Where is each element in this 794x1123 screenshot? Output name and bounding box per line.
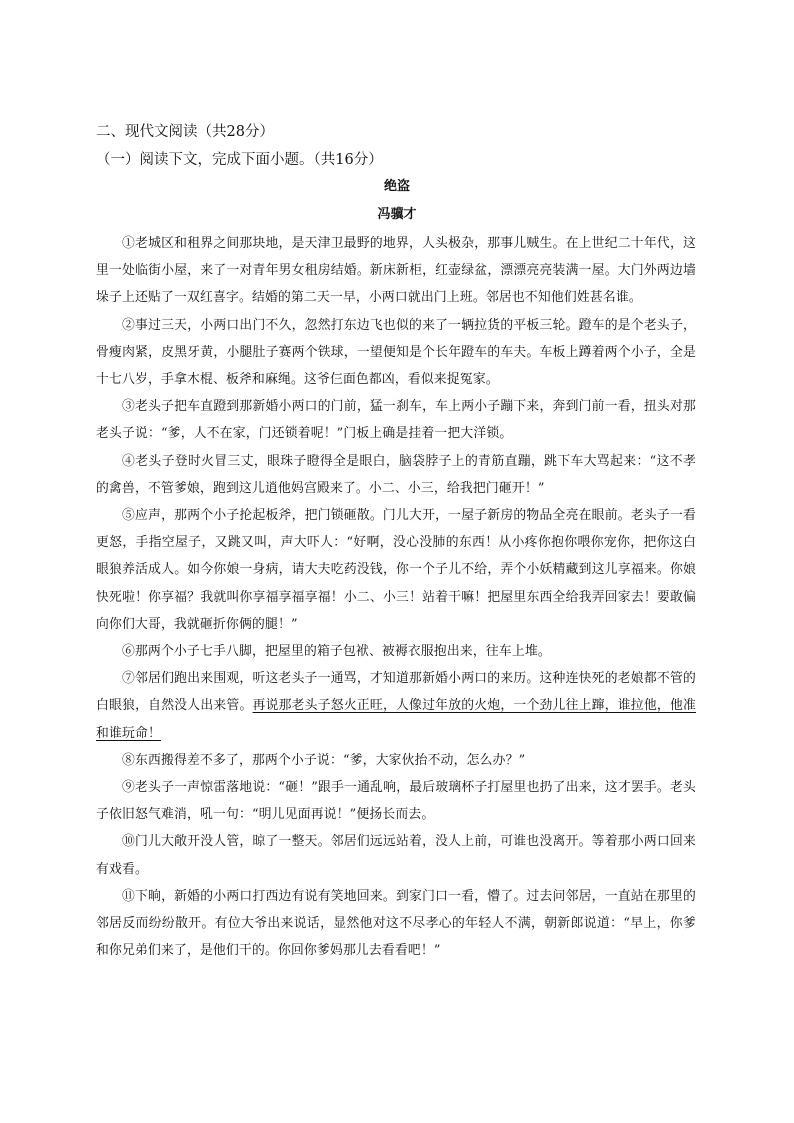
paragraph-11: ⑪下晌，新婚的小两口打西边有说有笑地回来。到家门口一看，懵了。过去问邻居，一直站在那里的邻居反而纷纷散开。有位大爷出来说话，显然他对这不尽孝心的年轻人不满，朝新郎说道：“早上，你爹和你兄弟们来了，是他们干的。你回你爹妈那儿去看看吧！” <box>96 888 696 959</box>
paragraph-8: ⑧东西搬得差不多了，那两个小子说：“爹，大家伙抬不动，怎么办？” <box>122 752 526 768</box>
article-author: 冯骥才 <box>377 207 417 222</box>
paragraph-6: ⑥那两个小子七手八脚，把屋里的箱子包袱、被褥衣服抱出来，往车上堆。 <box>122 644 551 660</box>
section-title: 二、现代文阅读（共28分） <box>96 124 274 140</box>
underlined-sentence: 再说那老头子怒火正旺，人像过年放的火炮，一个劲儿往上蹿，谁拉他，他准和谁玩命！ <box>96 698 696 741</box>
paragraph-4: ④老头子登时火冒三丈，眼珠子瞪得全是眼白，脑袋脖子上的青筋直蹦，跳下车大骂起来：“这不孝的禽兽，不管爹娘，跑到这儿逍他妈宫殿来了。小二、小三，给我把门砸开！” <box>96 453 696 496</box>
paragraph-7: ⑦邻居们跑出来围观，听这老头子一通骂，才知道那新婚小两口的来历。这种连快死的老娘都不管的白眼狼，自然没人出来管。再说那老头子怒火正旺，人像过年放的火炮，一个劲儿往上蹿，谁拉他，他准和谁玩命！ <box>96 671 696 741</box>
paragraph-3: ③老头子把车直蹬到那新婚小两口的门前，猛一刹车，车上两小子蹦下来，奔到门前一看，扭头对那老头子说：“爹，人不在家，门还锁着呢！”门板上确是挂着一把大洋锁。 <box>96 399 696 442</box>
paragraph-2: ②事过三天，小两口出门不久，忽然打东边飞也似的来了一辆拉货的平板三轮。蹬车的是个老头子，骨瘦肉紧，皮黑牙黄，小腿肚子赛两个铁球，一望便知是个长年蹬车的车夫。车板上蹲着两个小子，全是十七八岁，手拿木棍、板斧和麻绳。这爷仨面色都凶，看似来捉冤家。 <box>96 317 696 388</box>
article-body <box>96 230 696 964</box>
subsection-title: （一）阅读下文，完成下面小题。（共16分） <box>96 152 383 168</box>
article-title: 绝盗 <box>383 179 410 194</box>
paragraph-9: ⑨老头子一声惊雷落地说：“砸！”跟手一通乱响，最后玻璃杯子打屋里也扔了出来，这才罢手。老头子依旧怒气难消，吼一句：“明儿见面再说！”便扬长而去。 <box>96 780 696 823</box>
paragraph-1: ①老城区和租界之间那块地，是天津卫最野的地界，人头极杂，那事儿贼生。在上世纪二十年代，这里一处临街小屋，来了一对青年男女租房结婚。新床新柜，红壶绿盆，漂漂亮亮装满一屋。大门外两边墙垛子上还贴了一双红喜字。结婚的第二天一早，小两口就出门上班。邻居也不知他们姓甚名谁。 <box>96 236 696 306</box>
paragraph-10: ⑩门儿大敞开没人管，晾了一整天。邻居们远远站着，没人上前，可谁也没离开。等着那小两口回来有戏看。 <box>96 834 696 877</box>
paragraph-5: ⑤应声，那两个小子抡起板斧，把门锁砸散。门儿大开，一屋子新房的物品全亮在眼前。老头子一看更怒，手指空屋子，又跳又叫，声大吓人：“好啊，没心没肺的东西！从小疼你抱你喂你宠你，把你这白眼狼养活成人。如今你娘一身病，请大夫吃药没钱，你一个子儿不给，弄个小妖精藏到这儿享福来。你娘快死啦！你享福？我就叫你享福享福享福！小二、小三！站着干嘛！把屋里东西全给我弄回家去！要敢偏向你们大哥，我就砸折你俩的腿！” <box>96 508 696 632</box>
